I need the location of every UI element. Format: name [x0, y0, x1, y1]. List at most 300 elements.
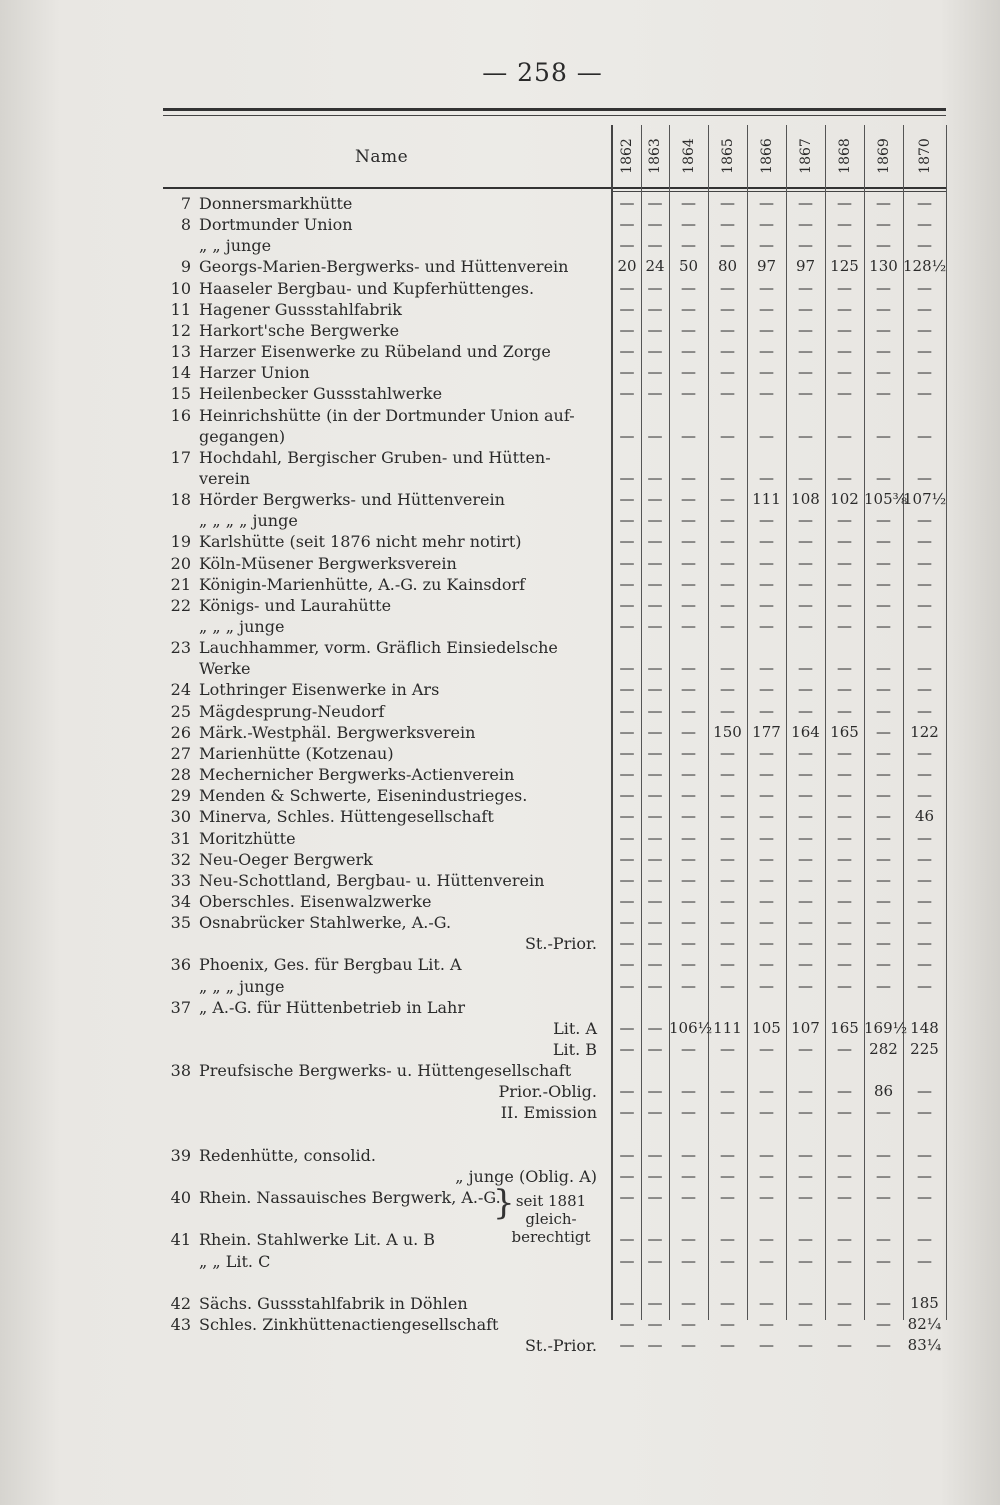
table-cell: — [681, 426, 696, 445]
table-row [163, 679, 603, 700]
table-cell: — [720, 765, 735, 784]
table-cell: — [647, 490, 663, 509]
year-header [870, 128, 898, 184]
table-cell: 111 [713, 1018, 742, 1037]
table-cell: — [917, 553, 932, 572]
table-cell [786, 1272, 825, 1293]
row-name: Heinrichshütte (in der Dortmunder Union auf- [199, 405, 575, 425]
table-cell: — [759, 617, 774, 635]
table-cell: — [917, 468, 932, 487]
table-cell: — [876, 1230, 891, 1249]
table-cell [786, 1060, 825, 1081]
table-row [163, 1102, 603, 1123]
table-cell: — [720, 1293, 735, 1312]
table-row [163, 912, 603, 933]
table-cell: — [917, 701, 932, 720]
table-cell: — [720, 1230, 735, 1249]
table-row [163, 193, 603, 214]
table-cell: — [876, 1336, 891, 1355]
table-cell: — [619, 743, 635, 762]
table-cell: 130 [869, 257, 898, 276]
table-cell: — [759, 976, 774, 995]
table-row [163, 1081, 603, 1102]
table-cell: — [619, 194, 635, 212]
table-cell: — [917, 320, 932, 339]
year-header [714, 128, 742, 184]
table-cell: — [647, 384, 663, 403]
table-row [163, 341, 603, 362]
table-cell: — [798, 384, 813, 403]
table-cell: — [759, 1314, 774, 1333]
row-number: 12 [170, 320, 191, 340]
table-cell: — [798, 553, 813, 572]
row-name: Redenhütte, consolid. [199, 1145, 376, 1165]
table-cell: — [837, 342, 852, 361]
table-cell: — [917, 1103, 932, 1122]
row-name: Dortmunder Union [199, 215, 353, 235]
row-number: 43 [170, 1314, 191, 1334]
table-cell: — [917, 278, 932, 297]
row-name: Mägdesprung-Neudorf [199, 701, 385, 721]
table-cell: — [681, 786, 696, 805]
table-cell: — [619, 511, 635, 530]
table-cell: — [837, 426, 852, 445]
table-cell [669, 637, 708, 658]
table-cell: — [720, 363, 735, 382]
table-cell: — [837, 299, 852, 318]
table-cell: — [917, 870, 932, 889]
row-name: Hörder Bergwerks- und Hüttenverein [199, 490, 505, 510]
table-cell: — [798, 617, 813, 635]
table-cell [641, 405, 669, 426]
table-cell: — [681, 913, 696, 932]
table-cell: — [647, 617, 663, 635]
row-number: 9 [180, 257, 191, 277]
row-name: St.-Prior. [524, 1336, 597, 1356]
table-row [163, 933, 603, 954]
table-cell: 105 [752, 1018, 781, 1037]
table-cell: — [876, 595, 891, 614]
row-name: Schles. Zinkhüttenactiengesellschaft [199, 1314, 499, 1334]
table-cell: — [798, 1082, 813, 1101]
table-cell: — [681, 849, 696, 868]
table-cell: — [837, 1103, 852, 1122]
table-cell [641, 997, 669, 1018]
table-cell: — [876, 1293, 891, 1312]
table-cell: — [876, 722, 891, 741]
table-cell [786, 1124, 825, 1145]
row-name: Oberschles. Eisenwalzwerke [199, 891, 432, 911]
table-cell: — [837, 320, 852, 339]
year-header-label: 1869 [875, 138, 892, 174]
table-cell: — [619, 976, 635, 995]
row-name: „ „ „ junge [199, 617, 285, 636]
table-cell: — [759, 426, 774, 445]
table-cell: — [759, 574, 774, 593]
year-header [675, 128, 703, 184]
table-cell: — [917, 1145, 932, 1164]
table-cell: — [619, 955, 635, 974]
table-row [163, 383, 603, 404]
table-cell: — [647, 1145, 663, 1164]
table-cell: — [720, 659, 735, 678]
row-name: „ „ „ „ junge [199, 511, 298, 531]
table-cell: — [917, 1251, 932, 1270]
row-number: 16 [170, 405, 191, 425]
row-number: 28 [170, 765, 191, 785]
table-cell: — [619, 891, 635, 910]
table-cell: — [681, 363, 696, 382]
table-cell: — [759, 849, 774, 868]
table-cell: — [720, 511, 735, 530]
table-cell: — [720, 955, 735, 974]
table-cell: — [647, 1103, 663, 1122]
table-cell: — [647, 194, 663, 212]
table-cell: — [647, 1230, 663, 1249]
table-cell: — [619, 1166, 635, 1185]
table-cell: 20 [617, 257, 637, 276]
table-cell: — [876, 1251, 891, 1270]
year-header [831, 128, 859, 184]
table-cell: — [647, 701, 663, 720]
table-cell: — [917, 1166, 932, 1185]
table-row [163, 976, 603, 997]
table-cell: 169½ [864, 1018, 908, 1037]
row-name: Märk.-Westphäl. Bergwerksverein [199, 722, 476, 742]
table-cell [825, 637, 864, 658]
table-cell: — [837, 743, 852, 762]
table-cell: — [876, 701, 891, 720]
table-cell: 97 [795, 257, 816, 276]
row-name: Heilenbecker Gussstahlwerke [199, 384, 443, 404]
table-cell: 185 [910, 1293, 939, 1312]
table-cell [825, 1272, 864, 1293]
table-cell: — [798, 891, 813, 910]
row-name: Harkort'sche Bergwerke [199, 320, 400, 340]
row-number: 31 [170, 828, 191, 848]
table-cell: — [619, 1018, 635, 1037]
table-cell: — [876, 320, 891, 339]
table-cell [903, 405, 946, 426]
table-cell: — [681, 490, 696, 509]
table-cell: 82¼ [907, 1314, 942, 1333]
year-header [911, 128, 939, 184]
table-cell: — [798, 934, 813, 953]
table-cell: — [681, 194, 696, 212]
table-cell: — [720, 532, 735, 551]
table-cell: — [837, 278, 852, 297]
table-cell: — [720, 743, 735, 762]
row-name: St.-Prior. [524, 934, 597, 954]
table-cell [641, 1272, 669, 1293]
table-cell: — [837, 468, 852, 487]
row-number: 25 [170, 701, 191, 721]
table-cell: — [798, 574, 813, 593]
table-cell: — [798, 765, 813, 784]
row-name: Lauchhammer, vorm. Gräflich Einsiedelsche [199, 638, 558, 658]
table-cell: — [619, 1082, 635, 1101]
table-cell: — [917, 426, 932, 445]
row-name: Marienhütte (Kotzenau) [199, 743, 394, 763]
row-name: Sächs. Gussstahlfabrik in Döhlen [199, 1293, 468, 1313]
table-cell: — [876, 574, 891, 593]
year-header-label: 1870 [916, 138, 933, 174]
table-cell: — [837, 1145, 852, 1164]
table-cell: — [619, 680, 635, 699]
year-header [641, 128, 669, 184]
table-cell: — [647, 320, 663, 339]
table-cell: — [681, 828, 696, 847]
table-cell: — [720, 849, 735, 868]
table-cell: — [876, 1103, 891, 1122]
table-cell: 107 [791, 1018, 820, 1037]
table-cell: — [837, 765, 852, 784]
table-cell: — [798, 743, 813, 762]
table-cell: — [681, 553, 696, 572]
table-cell: — [720, 1082, 735, 1101]
table-cell: — [876, 511, 891, 530]
table-cell: — [720, 870, 735, 889]
table-cell: — [837, 236, 852, 255]
row-name: Haaseler Bergbau- und Kupferhüttenges. [199, 278, 535, 298]
name-column-header: Name [355, 147, 409, 167]
table-cell: — [647, 1082, 663, 1101]
table-cell: — [798, 320, 813, 339]
table-cell: — [647, 934, 663, 953]
table-cell: — [837, 1336, 852, 1355]
table-cell: 122 [910, 722, 939, 741]
table-cell: — [619, 236, 635, 255]
table-cell: — [619, 215, 635, 234]
table-cell: — [681, 1103, 696, 1122]
table-cell: — [876, 743, 891, 762]
table-cell: — [720, 468, 735, 487]
table-row [163, 235, 603, 256]
table-cell [864, 637, 903, 658]
table-cell: — [647, 1040, 663, 1058]
table-cell: — [619, 278, 635, 297]
table-cell: — [798, 1040, 813, 1058]
table-cell: — [837, 680, 852, 699]
header-rule-right [611, 187, 946, 189]
table-cell: — [681, 765, 696, 784]
table-cell: — [876, 299, 891, 318]
table-cell: 102 [830, 490, 859, 509]
table-cell: — [876, 384, 891, 403]
table-cell: — [876, 807, 891, 826]
table-cell: 177 [752, 722, 781, 741]
table-cell [613, 637, 641, 658]
page-number: — 258 — [482, 58, 603, 87]
table-cell: — [837, 617, 852, 635]
table-cell: — [647, 553, 663, 572]
table-cell: — [876, 236, 891, 255]
table-row [163, 701, 603, 722]
table-cell: — [917, 659, 932, 678]
header-rule-thin [611, 191, 946, 192]
table-cell: — [759, 553, 774, 572]
table-row [163, 531, 603, 552]
table-cell: — [837, 553, 852, 572]
row-number: 36 [170, 955, 191, 975]
table-row [163, 320, 603, 341]
row-name: „ junge (Oblig. A) [455, 1166, 597, 1186]
table-cell: — [876, 786, 891, 805]
row-name: verein [199, 468, 251, 488]
table-cell: — [720, 236, 735, 255]
table-cell: — [681, 722, 696, 741]
table-cell: — [798, 532, 813, 551]
row-name: Harzer Union [199, 363, 310, 383]
table-cell: — [759, 870, 774, 889]
row-name: Hagener Gussstahlfabrik [199, 299, 402, 319]
table-cell: — [837, 532, 852, 551]
row-name: II. Emission [500, 1103, 597, 1123]
row-number: 26 [170, 722, 191, 742]
table-cell: — [837, 215, 852, 234]
table-row [163, 1039, 603, 1060]
table-cell: — [619, 426, 635, 445]
table-cell [708, 1124, 747, 1145]
row-name: Lothringer Eisenwerke in Ars [199, 680, 440, 700]
table-cell: — [837, 1082, 852, 1101]
table-cell [641, 637, 669, 658]
table-cell: — [720, 426, 735, 445]
table-row [163, 299, 603, 320]
table-cell: 128½ [903, 257, 947, 276]
row-name: Moritzhütte [199, 828, 296, 848]
table-cell: — [759, 1251, 774, 1270]
table-cell: — [647, 1018, 663, 1037]
table-cell: — [876, 532, 891, 551]
row-number: 34 [170, 891, 191, 911]
table-cell [613, 1060, 641, 1081]
table-cell: — [837, 511, 852, 530]
table-cell: — [876, 849, 891, 868]
table-row [163, 658, 603, 679]
table-row [163, 743, 603, 764]
table-cell: 282 [869, 1040, 898, 1058]
table-cell: — [759, 194, 774, 212]
table-cell: — [837, 659, 852, 678]
table-cell: — [798, 215, 813, 234]
table-cell: — [798, 976, 813, 995]
table-cell: — [619, 553, 635, 572]
table-cell: — [798, 1188, 813, 1207]
table-row [163, 1272, 603, 1293]
table-cell [669, 1272, 708, 1293]
row-name: Karlshütte (seit 1876 nicht mehr notirt) [199, 532, 522, 552]
table-cell: — [917, 891, 932, 910]
row-number: 29 [170, 786, 191, 806]
table-cell: — [681, 1145, 696, 1164]
table-cell: — [619, 299, 635, 318]
table-cell: 148 [910, 1018, 939, 1037]
table-cell: — [720, 1145, 735, 1164]
table-cell: — [647, 426, 663, 445]
table-cell: — [917, 743, 932, 762]
table-cell: — [681, 1230, 696, 1249]
row-name: Königs- und Laurahütte [199, 595, 392, 615]
table-cell: — [681, 468, 696, 487]
table-cell [641, 447, 669, 468]
table-cell: — [720, 384, 735, 403]
row-name: Lit. B [552, 1040, 597, 1059]
header-rule-left [163, 187, 611, 189]
table-cell: — [720, 1103, 735, 1122]
table-cell [613, 1124, 641, 1145]
row-number: 13 [170, 342, 191, 362]
table-cell: — [917, 1188, 932, 1207]
row-number: 14 [170, 363, 191, 383]
row-name: Rhein. Stahlwerke Lit. A u. B [199, 1230, 436, 1250]
table-cell: — [876, 870, 891, 889]
table-cell: — [647, 891, 663, 910]
table-cell: — [917, 299, 932, 318]
table-cell: — [681, 236, 696, 255]
table-cell: — [759, 1040, 774, 1058]
table-cell: — [837, 786, 852, 805]
table-cell: — [619, 1040, 635, 1058]
row-number: 35 [170, 913, 191, 933]
row-name: Prior.-Oblig. [498, 1082, 597, 1102]
table-row [163, 954, 603, 975]
table-cell [903, 637, 946, 658]
row-name: Harzer Eisenwerke zu Rübeland und Zorge [199, 342, 551, 362]
row-number: 17 [170, 447, 191, 467]
table-cell: — [837, 1188, 852, 1207]
table-row [163, 468, 603, 489]
table-cell [747, 997, 786, 1018]
table-cell [864, 447, 903, 468]
table-cell: — [647, 1293, 663, 1312]
table-cell: — [798, 236, 813, 255]
table-cell: — [876, 891, 891, 910]
table-cell: — [759, 342, 774, 361]
table-cell: — [759, 511, 774, 530]
row-name: Werke [199, 659, 251, 679]
table-cell: — [876, 553, 891, 572]
table-cell: — [876, 955, 891, 974]
row-number: 7 [180, 194, 191, 213]
table-cell: — [681, 574, 696, 593]
column-rule [946, 125, 947, 1320]
table-row [163, 849, 603, 870]
row-number: 41 [170, 1230, 191, 1250]
table-cell [786, 405, 825, 426]
table-cell: — [619, 617, 635, 635]
table-cell: — [681, 511, 696, 530]
table-row [163, 785, 603, 806]
table-cell: — [619, 1230, 635, 1249]
table-cell: — [619, 722, 635, 741]
table-cell: — [647, 468, 663, 487]
table-cell: — [647, 849, 663, 868]
table-cell: — [647, 680, 663, 699]
table-cell: — [798, 468, 813, 487]
table-cell: — [647, 722, 663, 741]
table-cell: — [837, 955, 852, 974]
table-cell: 107½ [903, 490, 947, 509]
table-cell: — [647, 236, 663, 255]
table-cell: — [681, 1336, 696, 1355]
row-number: 33 [170, 870, 191, 890]
table-cell: — [619, 659, 635, 678]
row-number: 24 [170, 680, 191, 700]
table-cell: — [619, 765, 635, 784]
year-header [613, 128, 641, 184]
table-cell [825, 1208, 864, 1229]
